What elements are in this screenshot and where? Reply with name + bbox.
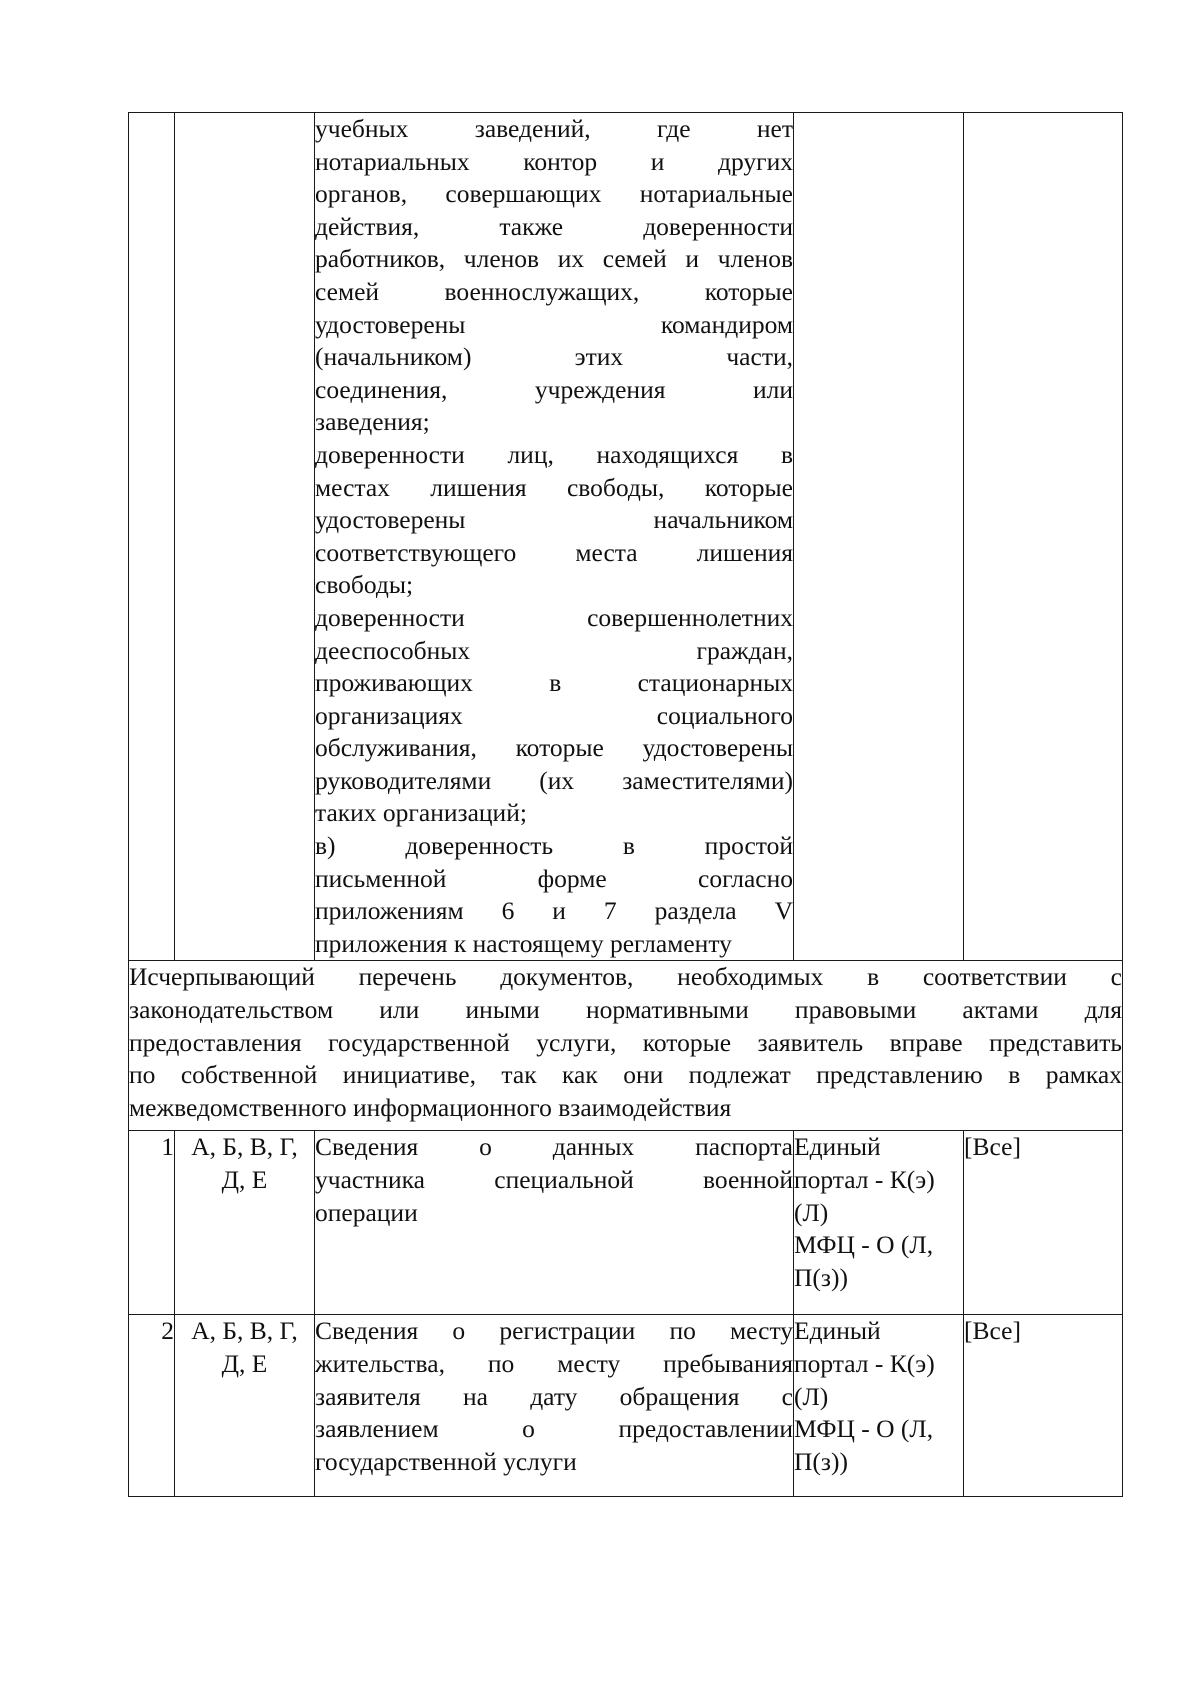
category-line: Д, Е <box>221 1165 268 1195</box>
document-line: государственной услуги <box>315 1446 577 1476</box>
document-line: соответствующего места лишения <box>315 537 793 567</box>
document-line: (начальником) этих части, <box>315 342 793 372</box>
document-line: заявлением о предоставлении <box>315 1414 793 1444</box>
document-line: заведения; <box>315 407 430 437</box>
document-line: операции <box>315 1197 418 1227</box>
section-header-line: предоставления государственной услуги, которые заявитель вправе представить <box>129 1027 1122 1057</box>
document-line: действия, также доверенности <box>315 211 793 241</box>
document-line: свободы; <box>315 570 414 600</box>
document-line: участника специальной военной <box>315 1165 793 1195</box>
document-line: работников, членов их семей и членов <box>315 244 793 274</box>
document-line: Сведения о данных паспорта <box>315 1132 793 1162</box>
document-line: заявителя на дату обращения с <box>315 1381 793 1411</box>
document-line: доверенности лиц, находящихся в <box>315 439 793 469</box>
document-line: нотариальных контор и других <box>315 146 793 176</box>
method-line: Единый <box>794 1316 881 1346</box>
document-line: приложения к настоящему регламенту <box>315 928 732 958</box>
document-line: организациях социального <box>315 700 793 730</box>
category-line: А, Б, В, Г, <box>191 1316 298 1346</box>
document-table <box>128 112 1123 1497</box>
method-line: портал - К(э) <box>794 1349 935 1379</box>
section-header-line: межведомственного информационного взаимодействия <box>129 1092 732 1122</box>
document-line: Сведения о регистрации по месту <box>315 1316 793 1346</box>
category-cell <box>175 113 315 961</box>
document-line: удостоверены командиром <box>315 309 793 339</box>
table-row <box>129 1131 1123 1315</box>
document-line: письменной форме согласно <box>315 863 793 893</box>
document-line: доверенности совершеннолетних <box>315 602 793 632</box>
row-number: 2 <box>129 1315 175 1497</box>
method-line: МФЦ - О (Л, <box>794 1414 934 1444</box>
document-cell <box>315 1315 794 1497</box>
document-line: обслуживания, которые удостоверены <box>315 733 793 763</box>
method-cell <box>794 1131 964 1315</box>
document-line: органов, совершающих нотариальные <box>315 179 793 209</box>
row-number: 1 <box>129 1131 175 1315</box>
table-row <box>129 1315 1123 1497</box>
method-cell <box>794 1315 964 1497</box>
continuation-row <box>129 113 1123 961</box>
method-line: П(з)) <box>794 1262 848 1292</box>
document-line: проживающих в стационарных <box>315 668 793 698</box>
category-line: А, Б, В, Г, <box>191 1132 298 1162</box>
document-cell <box>315 1131 794 1315</box>
document-line: в) доверенность в простой <box>315 831 793 861</box>
applicants-cell: [Все] <box>964 1131 1123 1315</box>
method-line: МФЦ - О (Л, <box>794 1230 934 1260</box>
section-header-line: по собственной инициативе, так как они подлежат представлению в рамках <box>129 1060 1122 1090</box>
document-line: таких организаций; <box>315 798 527 828</box>
applicants-cell <box>964 113 1123 961</box>
category-cell <box>175 1131 315 1315</box>
section-header-line: Исчерпывающий перечень документов, необходимых в соответствии с <box>129 962 1122 992</box>
method-cell <box>794 113 964 961</box>
category-cell <box>175 1315 315 1497</box>
document-line: приложениям 6 и 7 раздела V <box>315 896 793 926</box>
document-line: удостоверены начальником <box>315 505 793 535</box>
section-header-line: законодательством или иными нормативными правовыми актами для <box>129 995 1122 1025</box>
document-line: местах лишения свободы, которые <box>315 472 793 502</box>
document-line: учебных заведений, где нет <box>315 114 793 143</box>
method-line: Единый <box>794 1132 881 1162</box>
document-line: жительства, по месту пребывания <box>315 1349 793 1379</box>
section-header-row <box>129 961 1123 1131</box>
applicants-cell: [Все] <box>964 1315 1123 1497</box>
number-cell <box>129 113 175 961</box>
document-line: дееспособных граждан, <box>315 635 793 665</box>
method-line: (Л) <box>794 1197 829 1227</box>
method-line: (Л) <box>794 1381 829 1411</box>
document-line: семей военнослужащих, которые <box>315 276 793 306</box>
category-line: Д, Е <box>221 1349 268 1379</box>
method-line: портал - К(э) <box>794 1165 935 1195</box>
section-header-cell <box>129 961 1123 1131</box>
document-line: руководителями (их заместителями) <box>315 765 793 795</box>
document-cell <box>315 113 794 961</box>
document-line: соединения, учреждения или <box>315 374 793 404</box>
method-line: П(з)) <box>794 1446 848 1476</box>
